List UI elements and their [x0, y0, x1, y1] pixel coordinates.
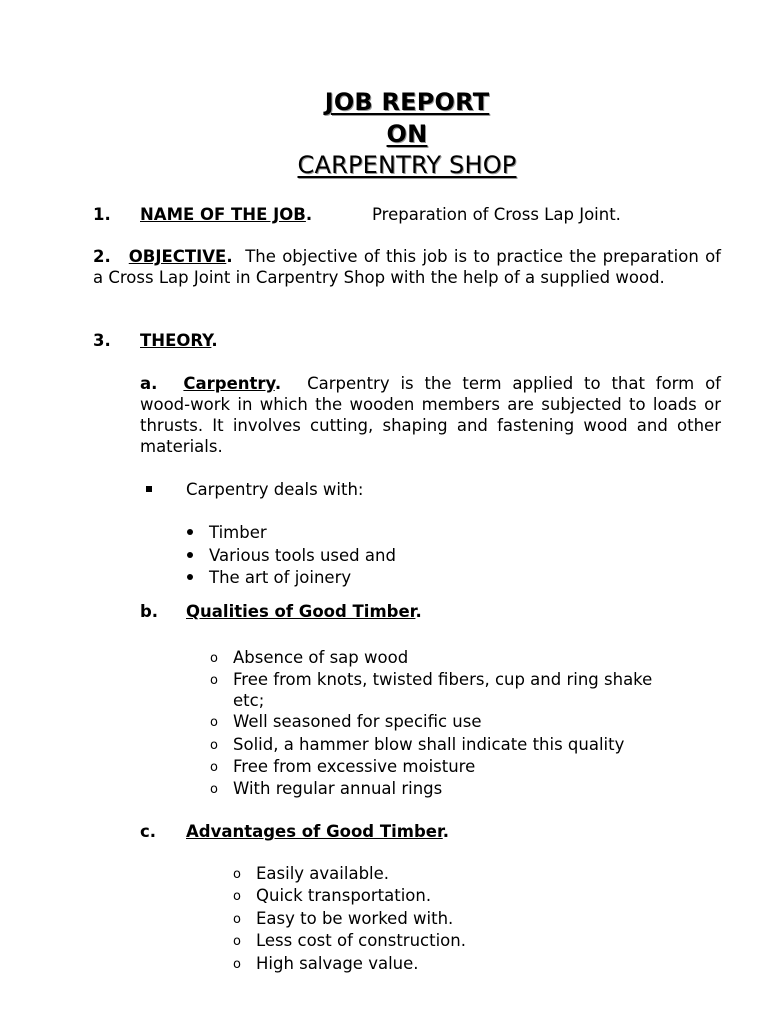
section-1-row — [93, 204, 111, 225]
section-number: 2. — [93, 247, 111, 266]
list-item: Free from excessive moisture — [233, 757, 476, 776]
section-1-text: Preparation of Cross Lap Joint. — [372, 205, 621, 224]
list-item: High salvage value. — [256, 954, 419, 973]
list-item: Easily available. — [256, 864, 390, 883]
circle-bullet-icon: o — [233, 867, 241, 882]
circle-bullet-icon: o — [210, 738, 218, 753]
bullet-dot-icon — [187, 552, 193, 558]
list-item: Quick transportation. — [256, 886, 432, 905]
theory-b-letter: b. — [140, 602, 159, 621]
list-item: Well seasoned for specific use — [233, 712, 482, 731]
circle-bullet-icon: o — [233, 957, 241, 972]
list-item: The art of joinery — [209, 568, 352, 587]
circle-bullet-icon: o — [210, 760, 218, 775]
circle-bullet-icon: o — [210, 782, 218, 797]
list-item: With regular annual rings — [233, 779, 443, 798]
list-item: Less cost of construction. — [256, 931, 466, 950]
theory-b-heading: Qualities of Good Timber. — [186, 602, 422, 621]
circle-bullet-icon: o — [233, 889, 241, 904]
section-1-heading: NAME OF THE JOB. — [140, 205, 313, 224]
section-3-heading: THEORY. — [140, 331, 218, 350]
list-item: Timber — [209, 523, 267, 542]
theory-c-heading: Advantages of Good Timber. — [186, 822, 450, 841]
square-bullet-icon — [146, 486, 152, 492]
circle-bullet-icon: o — [233, 912, 241, 927]
bullet-dot-icon — [187, 574, 193, 580]
theory-a-text: Carpentry is the term applied to that form of wood-work in which the wooden members are subjected to loads or thrusts. It involves cutting, shaping and fastening wood and other materials. — [140, 374, 721, 456]
deals-intro: Carpentry deals with: — [186, 480, 364, 499]
list-item: Absence of sap wood — [233, 648, 409, 667]
section-3-number: 3. — [93, 331, 111, 350]
list-item: Free from knots, twisted fibers, cup and ring shake — [233, 670, 653, 689]
bullet-dot-icon — [187, 529, 193, 535]
theory-a-paragraph: a. Carpentry. Carpentry is the term applied to that form of wood-work in which the wooden members are subjected to loads or thrusts. It involves cutting, shaping and fastening wood and other materials. — [140, 374, 721, 456]
theory-a-heading: Carpentry — [183, 374, 275, 393]
circle-bullet-icon: o — [233, 934, 241, 949]
report-subtitle: CARPENTRY SHOP — [297, 151, 517, 179]
list-item: Solid, a hammer blow shall indicate this quality — [233, 735, 625, 754]
circle-bullet-icon: o — [210, 673, 218, 688]
report-title: JOB REPORT — [324, 88, 490, 116]
theory-c-letter: c. — [140, 822, 157, 841]
report-title-on: ON — [386, 120, 428, 148]
theory-a-letter: a. — [140, 374, 158, 393]
list-item: Various tools used and — [209, 546, 396, 565]
circle-bullet-icon: o — [210, 651, 218, 666]
list-item: Easy to be worked with. — [256, 909, 454, 928]
circle-bullet-icon: o — [210, 715, 218, 730]
section-2-heading: OBJECTIVE — [128, 247, 227, 266]
list-item-continuation: etc; — [233, 691, 265, 710]
section-number: 1. — [93, 205, 111, 224]
section-2-paragraph: 2. OBJECTIVE. The objective of this job is to practice the preparation of a Cross Lap Joint in Carpentry Shop with the help of a supplied wood. — [93, 247, 721, 287]
section-2-text: The objective of this job is to practice the preparation of a Cross Lap Joint in Carpentry Shop with the help of a supplied wood. — [93, 247, 721, 287]
